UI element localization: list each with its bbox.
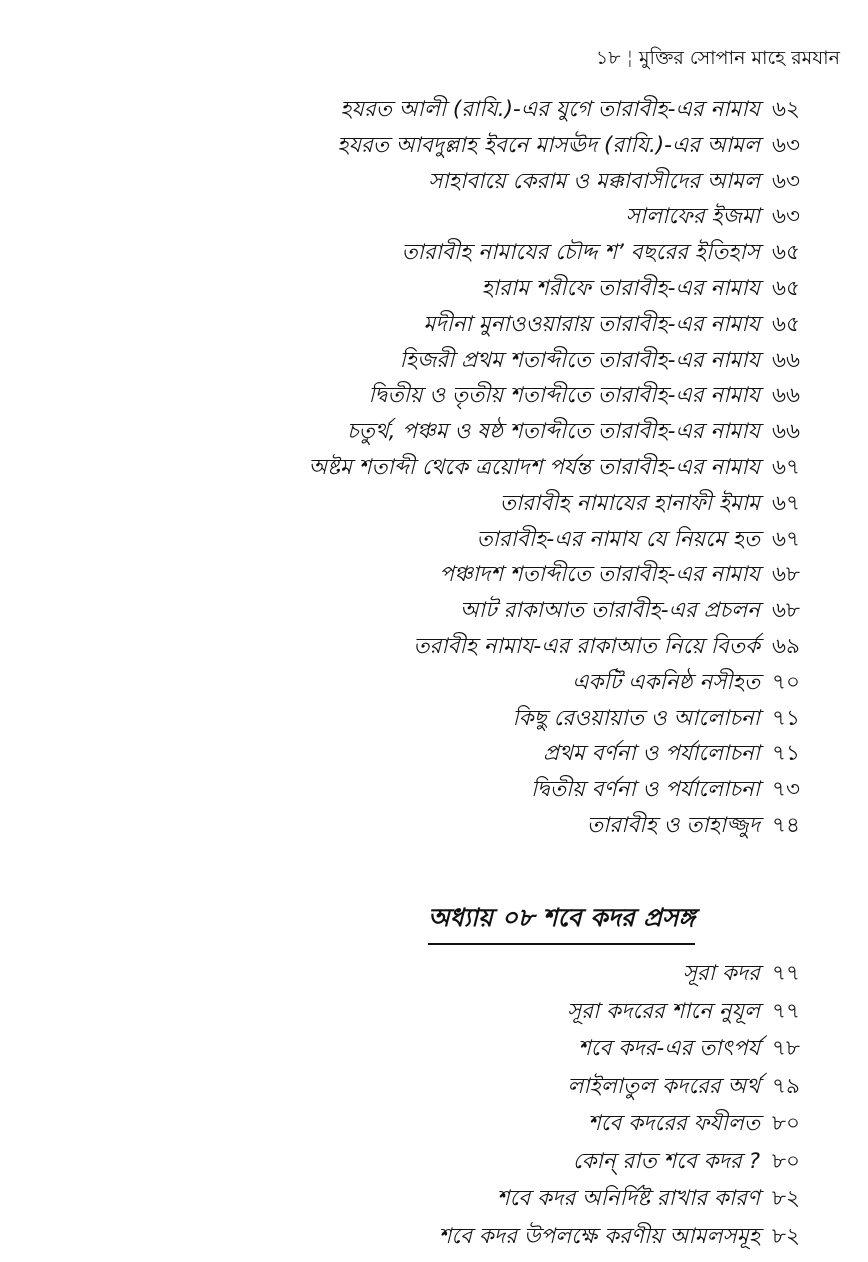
toc-entry [0,629,800,665]
toc-entry-title: মদীনা মুনাওওয়ারায় তারাবীহ-এর নামায [423,311,760,337]
toc-entry-page: ৭৭ [772,998,800,1024]
toc-entry [0,307,800,343]
toc-entry-page: ৬৭ [772,490,800,516]
toc-entry-page: ৭১ [772,741,800,767]
chapter-heading: অধ্যায় ০৮ শবে কদর প্রসঙ্গ [428,898,695,945]
toc-entry-title: আট রাকাআত তারাবীহ-এর প্রচলন [459,598,760,624]
toc-entry-title: হারাম শরীফে তারাবীহ-এর নামায [481,275,760,301]
toc-entry [0,955,800,993]
toc-entry-page: ৬৬ [772,419,800,445]
running-header [596,44,840,76]
toc-entry-title: তারাবীহ ও তাহাজ্জুদ [586,812,760,838]
toc-entry [0,164,800,200]
toc-entry-page: ৬৯ [772,633,800,659]
toc-entry-page: ৮২ [772,1186,800,1211]
toc-entry [0,1218,800,1256]
toc-entry-page: ৭৮ [772,1036,800,1061]
toc-entry [0,235,800,271]
toc-entry-page: ৬৬ [772,347,800,373]
toc-entry-page: ৬৫ [772,311,800,337]
toc-entry-page: ৬৩ [772,204,800,230]
toc-entry [0,522,800,558]
toc-entry-page: ৬৮ [772,598,800,624]
toc-list-part1 [0,92,800,844]
toc-entry-title: তারাবীহ নামাযের হানাফী ইমাম [499,490,760,516]
toc-list-part2 [0,955,800,1255]
toc-entry-page: ৮০ [772,1148,800,1174]
toc-entry-title: তরাবীহ নামায-এর রাকাআত নিয়ে বিতর্ক [413,633,760,659]
toc-entry [0,1143,800,1181]
toc-entry-page: ৭৩ [772,777,800,803]
toc-entry [0,1030,800,1068]
toc-entry [0,1068,800,1106]
header-separator: ¦ [626,47,633,69]
toc-entry-title: সাহাবায়ে কেরাম ও মক্কাবাসীদের আমল [428,168,760,194]
toc-entry-page: ৭১ [772,705,800,731]
toc-entry-title: হযরত আলী (রাযি.)-এর যুগে তারাবীহ-এর নামায [340,97,760,122]
toc-entry [0,993,800,1031]
toc-entry-page: ৬৩ [772,168,800,194]
toc-entry-title: দ্বিতীয় ও তৃতীয় শতাব্দীতে তারাবীহ-এর নামায [368,383,760,409]
toc-entry-page: ৬৭ [772,454,800,480]
toc-entry-title: সূরা কদরের শানে নুযূল [566,998,760,1024]
toc-entry [0,378,800,414]
toc-entry-title: দ্বিতীয় বর্ণনা ও পর্যালোচনা [530,777,760,803]
toc-entry [0,665,800,701]
toc-entry-page: ৮২ [772,1223,800,1249]
toc-entry-title: চতুর্থ, পঞ্চম ও ষষ্ঠ শতাব্দীতে তারাবীহ-এর নামায [346,419,760,445]
toc-entry-title: সূরা কদর [682,961,760,986]
toc-entry-page: ৬২ [772,97,800,122]
toc-entry [0,450,800,486]
toc-entry-title: একটি একনিষ্ঠ নসীহত [572,669,760,695]
toc-entry-page: ৭৭ [772,961,800,986]
toc-entry-page: ৭৯ [772,1073,800,1099]
toc-entry [0,557,800,593]
toc-entry [0,414,800,450]
toc-entry-page: ৬৭ [772,526,800,552]
toc-entry [0,1105,800,1143]
toc-entry [0,199,800,235]
toc-entry-title: শবে কদর উপলক্ষে করণীয় আমলসমূহ [438,1223,760,1249]
toc-entry [0,271,800,307]
toc-entry [0,772,800,808]
header-book-title: মুক্তির সোপান মাহে রমযান [638,47,840,69]
toc-entry [0,808,800,844]
toc-entry-title: কোন্ রাত শবে কদর ? [572,1148,760,1174]
toc-entry-title: পঞ্চাদশ শতাব্দীতে তারাবীহ-এর নামায [439,562,760,588]
toc-entry [0,593,800,629]
toc-entry [0,701,800,737]
toc-entry [0,1180,800,1218]
toc-entry-page: ৬৮ [772,562,800,588]
toc-entry-title: তারাবীহ-এর নামায যে নিয়মে হত [476,526,760,552]
toc-entry-page: ৬৩ [772,132,800,158]
toc-entry-page: ৮০ [772,1111,800,1136]
toc-entry [0,343,800,379]
toc-entry-page: ৬৫ [772,275,800,301]
toc-entry-title: শবে কদর অনির্দিষ্ট রাখার কারণ [496,1186,760,1211]
toc-entry [0,92,800,128]
toc-entry-page: ৭০ [772,669,800,695]
toc-entry-page: ৬৬ [772,383,800,409]
toc-entry-title: লাইলাতুল কদরের অর্থ [567,1073,760,1099]
header-page-number: ১৮ [595,47,621,69]
toc-entry-title: কিছু রেওয়ায়াত ও আলোচনা [512,705,760,731]
toc-entry [0,128,800,164]
toc-entry-title: শবে কদরের ফযীলত [587,1111,760,1136]
toc-entry-title: হিজরী প্রথম শতাব্দীতে তারাবীহ-এর নামায [399,347,760,373]
toc-entry-title: সালাফের ইজমা [625,204,760,230]
toc-entry-title: প্রথম বর্ণনা ও পর্যালোচনা [542,741,760,767]
toc-entry-page: ৭৪ [772,812,800,838]
toc-entry-title: হযরত আবদুল্লাহ ইবনে মাসঊদ (রাযি.)-এর আমল [337,132,760,158]
toc-entry-page: ৬৫ [772,240,800,266]
toc-entry [0,736,800,772]
toc-entry-title: তারাবীহ নামাযের চৌদ্দ শ’ বছরের ইতিহাস [401,240,760,266]
toc-entry-title: শবে কদর-এর তাৎপর্য [578,1036,760,1061]
toc-entry-title: অষ্টম শতাব্দী থেকে ত্রয়োদশ পর্যন্ত তারাবীহ-এর নামায [308,454,760,480]
toc-entry [0,486,800,522]
